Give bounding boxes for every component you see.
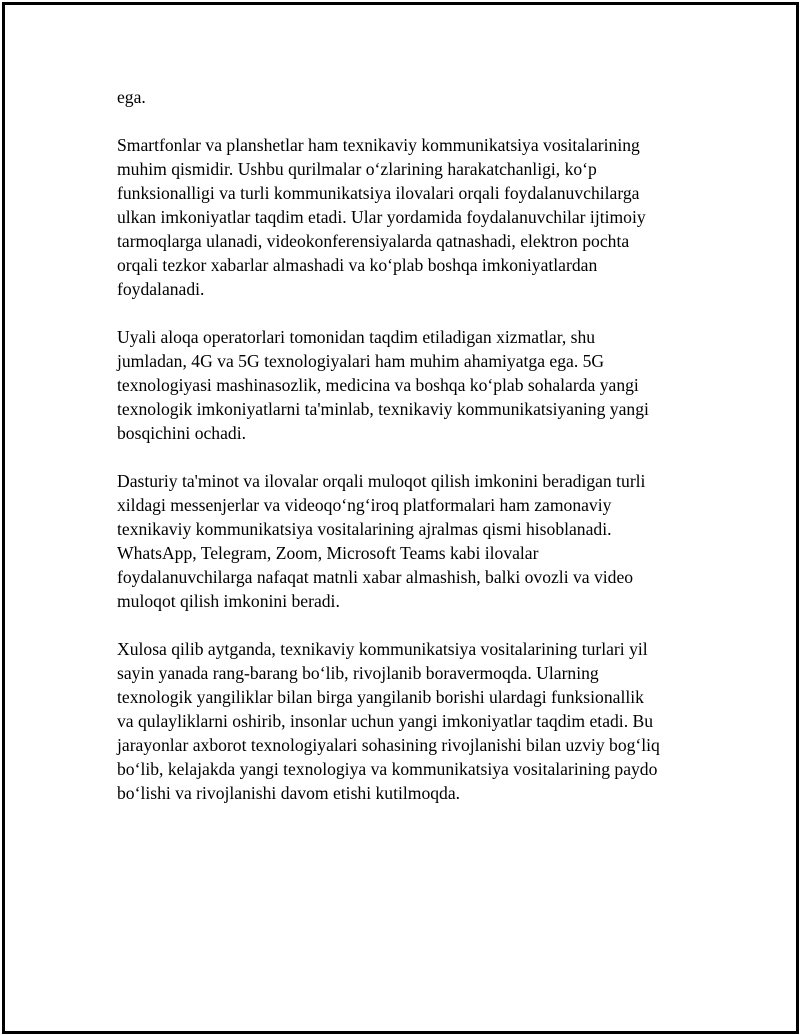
- text-line: tarmoqlarga ulanadi, videokonferensiyalarda qatnashadi, elektron pochta: [117, 231, 630, 251]
- text-line: ulkan imkoniyatlar taqdim etadi. Ular yordamida foydalanuvchilar ijtimoiy: [117, 207, 646, 227]
- text-line: xildagi messenjerlar va videoqo‘ng‘iroq platformalari ham zamonaviy: [117, 495, 612, 515]
- text-line: texnologik yangiliklar bilan birga yangilanib borishi ulardagi funksionallik: [117, 687, 644, 707]
- text-line: muloqot qilish imkonini beradi.: [117, 591, 340, 611]
- text-line: Xulosa qilib aytganda, texnikaviy kommunikatsiya vositalarining turlari yil: [117, 639, 648, 659]
- text-line: ega.: [117, 87, 146, 107]
- paragraph-software-apps: [117, 469, 717, 613]
- text-line: bo‘lib, kelajakda yangi texnologiya va kommunikatsiya vositalarining paydo: [117, 759, 658, 779]
- paragraph-continuation: [117, 85, 717, 109]
- text-line: orqali tezkor xabarlar almashadi va ko‘plab boshqa imkoniyatlardan: [117, 255, 598, 275]
- text-line: foydalanuvchilarga nafaqat matnli xabar almashish, balki ovozli va video: [117, 567, 634, 587]
- text-line: funksionalligi va turli kommunikatsiya ilovalari orqali foydalanuvchilarga: [117, 183, 640, 203]
- text-line: jarayonlar axborot texnologiyalari sohasining rivojlanishi bilan uzviy bog‘liq: [117, 735, 660, 755]
- text-line: va qulayliklarni oshirib, insonlar uchun yangi imkoniyatlar taqdim etadi. Bu: [117, 711, 654, 731]
- text-line: jumladan, 4G va 5G texnologiyalari ham muhim ahamiyatga ega. 5G: [117, 351, 605, 371]
- text-line: WhatsApp, Telegram, Zoom, Microsoft Teams kabi ilovalar: [117, 543, 539, 563]
- text-line: muhim qismidir. Ushbu qurilmalar o‘zlarining harakatchanligi, ko‘p: [117, 159, 597, 179]
- paragraph-conclusion: [117, 637, 717, 805]
- text-line: texnologik imkoniyatlarni ta'minlab, texnikaviy kommunikatsiyaning yangi: [117, 399, 649, 419]
- paragraph-smartphones: [117, 133, 717, 301]
- text-line: Dasturiy ta'minot va ilovalar orqali muloqot qilish imkonini beradigan turli: [117, 471, 646, 491]
- text-line: sayin yanada rang-barang bo‘lib, rivojlanib boravermoqda. Ularning: [117, 663, 599, 683]
- text-line: Smartfonlar va planshetlar ham texnikaviy kommunikatsiya vositalarining: [117, 135, 640, 155]
- text-line: Uyali aloqa operatorlari tomonidan taqdim etiladigan xizmatlar, shu: [117, 327, 596, 347]
- text-line: bo‘lishi va rivojlanishi davom etishi kutilmoqda.: [117, 783, 461, 803]
- text-line: bosqichini ochadi.: [117, 423, 246, 443]
- text-line: foydalanadi.: [117, 279, 205, 299]
- text-line: texnikaviy kommunikatsiya vositalarining ajralmas qismi hisoblanadi.: [117, 519, 612, 539]
- paragraph-mobile-operators: [117, 325, 717, 445]
- text-line: texnologiyasi mashinasozlik, medicina va boshqa ko‘plab sohalarda yangi: [117, 375, 639, 395]
- document-body: [117, 85, 717, 805]
